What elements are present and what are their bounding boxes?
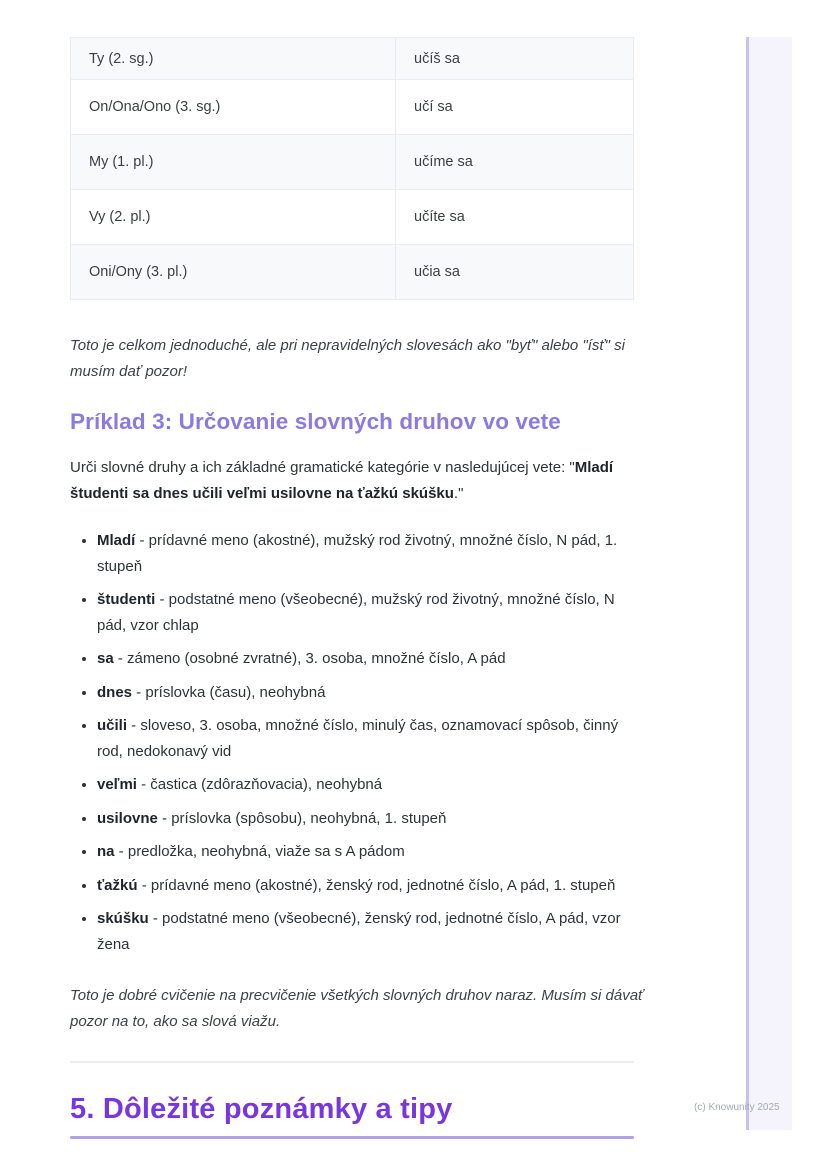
document-content xyxy=(70,37,644,1139)
term: usilovne xyxy=(97,809,158,827)
list-item xyxy=(97,839,648,865)
verb-form-cell: učia sa xyxy=(396,245,634,300)
next-page-edge xyxy=(746,37,792,1130)
term: dnes xyxy=(97,683,133,701)
task-suffix: ." xyxy=(453,485,464,502)
verb-form-cell: učíš sa xyxy=(396,38,634,80)
term: na xyxy=(97,843,115,860)
list-item xyxy=(97,906,648,957)
watermark-text: (c) Knowunity 2025 xyxy=(694,1102,780,1113)
table-row xyxy=(71,38,634,80)
term: Mladí xyxy=(97,532,136,549)
pronoun-cell: Vy (2. pl.) xyxy=(71,190,396,245)
verb-form-cell: učí sa xyxy=(396,80,634,135)
task-paragraph xyxy=(70,455,648,507)
term: skúšku xyxy=(97,910,149,927)
list-item xyxy=(97,806,648,832)
term-description: - príslovka (času), neohybná xyxy=(132,683,326,701)
table-row xyxy=(71,190,634,245)
section-5-heading: 5. Dôležité poznámky a tipy xyxy=(70,1093,453,1125)
term: učili xyxy=(97,717,128,734)
verb-form-cell: učíme sa xyxy=(396,135,634,190)
student-note-1: Toto je celkom jednoduché, ale pri nepravidelných slovesách ako "byť" alebo "ísť" si musím dať pozor! xyxy=(70,337,626,380)
list-item xyxy=(97,587,648,638)
conjugation-table xyxy=(70,37,634,300)
pronoun-cell: My (1. pl.) xyxy=(71,135,396,190)
list-item xyxy=(97,713,648,764)
task-prefix: Urči slovné druhy a ich základné gramatické kategórie v nasledujúcej vete: " xyxy=(70,459,575,476)
term: ťažkú xyxy=(97,876,138,894)
student-note-2: Toto je dobré cvičenie na precvičenie všetkých slovných druhov naraz. Musím si dávať pozor na to, ako sa slová viažu. xyxy=(70,987,644,1030)
table-row xyxy=(71,80,634,135)
heading-underline xyxy=(70,1136,634,1139)
list-item xyxy=(97,873,648,899)
term: študenti xyxy=(97,591,156,608)
table-row xyxy=(71,245,634,300)
term: sa xyxy=(97,650,114,667)
term-description: - sloveso, 3. osoba, množné číslo, minulý čas, oznamovací spôsob, činný rod, nedokonavý vid xyxy=(97,717,619,760)
list-item xyxy=(97,680,648,706)
list-item xyxy=(97,528,648,579)
list-item xyxy=(97,646,648,672)
term-description: - častica (zdôrazňovacia), neohybná xyxy=(136,776,383,793)
term-description: - predložka, neohybná, viaže sa s A pádom xyxy=(114,843,405,860)
pronoun-cell: On/Ona/Ono (3. sg.) xyxy=(71,80,396,135)
example-3-heading: Príklad 3: Určovanie slovných druhov vo vete xyxy=(70,409,561,434)
term-description: - podstatné meno (všeobecné), ženský rod, jednotné číslo, A pád, vzor žena xyxy=(97,910,621,953)
term-description: - prídavné meno (akostné), ženský rod, jednotné číslo, A pád, 1. stupeň xyxy=(137,876,616,894)
task-sentence-bold: Mladí študenti sa dnes učili veľmi usilovne na ťažkú skúšku xyxy=(70,459,614,502)
term-description: - podstatné meno (všeobecné), mužský rod životný, množné číslo, N pád, vzor chlap xyxy=(97,591,615,634)
word-analysis-list xyxy=(70,528,648,957)
term-description: - zámeno (osobné zvratné), 3. osoba, množné číslo, A pád xyxy=(113,650,506,667)
term: veľmi xyxy=(97,776,137,793)
term-description: - príslovka (spôsobu), neohybná, 1. stupeň xyxy=(157,809,447,827)
pronoun-cell: Ty (2. sg.) xyxy=(71,38,396,80)
term-description: - prídavné meno (akostné), mužský rod životný, množné číslo, N pád, 1. stupeň xyxy=(97,532,618,575)
pronoun-cell: Oni/Ony (3. pl.) xyxy=(71,245,396,300)
table-row xyxy=(71,135,634,190)
list-item xyxy=(97,772,648,798)
verb-form-cell: učíte sa xyxy=(396,190,634,245)
section-divider xyxy=(70,1061,634,1063)
